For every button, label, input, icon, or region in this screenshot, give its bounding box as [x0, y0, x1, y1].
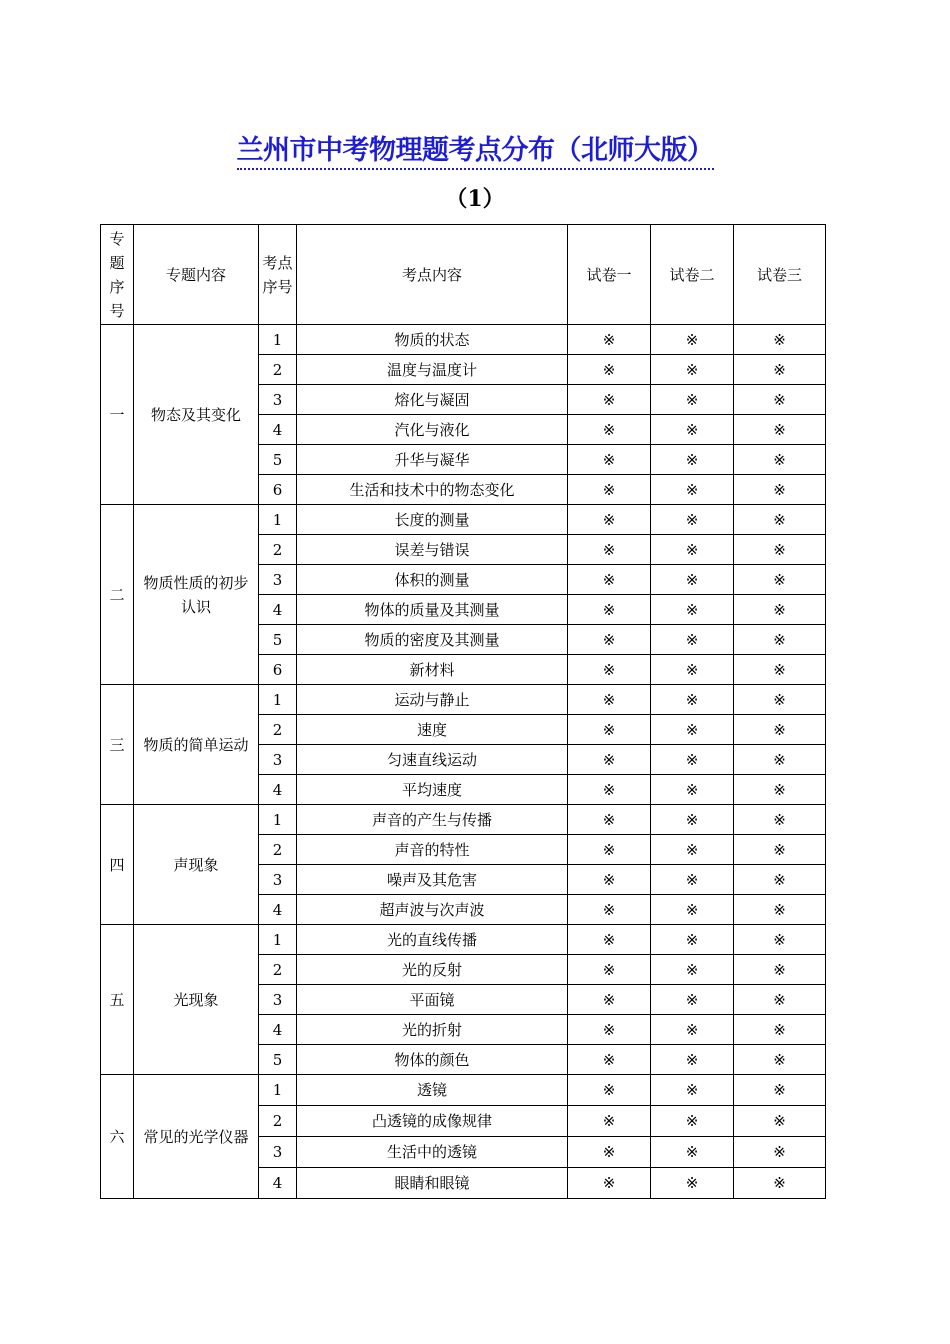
point-content-cell: 声音的特性 — [297, 835, 568, 865]
point-number-cell: 4 — [259, 415, 297, 445]
paper1-mark-cell: ※ — [568, 625, 651, 655]
paper1-mark-cell: ※ — [568, 805, 651, 835]
point-number-cell: 3 — [259, 385, 297, 415]
paper3-mark-cell: ※ — [734, 865, 826, 895]
paper1-mark-cell: ※ — [568, 505, 651, 535]
paper2-mark-cell: ※ — [651, 325, 734, 355]
point-number-cell: 3 — [259, 565, 297, 595]
table-row — [101, 685, 826, 715]
paper2-mark-cell: ※ — [651, 775, 734, 805]
paper3-mark-cell: ※ — [734, 415, 826, 445]
paper3-mark-cell: ※ — [734, 715, 826, 745]
point-content-cell: 眼睛和眼镜 — [297, 1168, 568, 1199]
paper3-mark-cell: ※ — [734, 535, 826, 565]
paper3-mark-cell: ※ — [734, 745, 826, 775]
paper1-mark-cell: ※ — [568, 1106, 651, 1137]
topic-name-cell: 物态及其变化 — [134, 325, 259, 505]
point-number-cell: 4 — [259, 895, 297, 925]
paper1-mark-cell: ※ — [568, 1045, 651, 1075]
point-number-cell: 6 — [259, 475, 297, 505]
point-content-cell: 物体的质量及其测量 — [297, 595, 568, 625]
point-number-cell: 2 — [259, 355, 297, 385]
paper1-mark-cell: ※ — [568, 445, 651, 475]
paper3-mark-cell: ※ — [734, 565, 826, 595]
point-content-cell: 平均速度 — [297, 775, 568, 805]
paper2-mark-cell: ※ — [651, 985, 734, 1015]
point-number-cell: 5 — [259, 1045, 297, 1075]
paper2-mark-cell: ※ — [651, 835, 734, 865]
point-content-cell: 物质的状态 — [297, 325, 568, 355]
document-title — [0, 128, 950, 167]
table-row — [101, 805, 826, 835]
paper3-mark-cell: ※ — [734, 505, 826, 535]
paper1-mark-cell: ※ — [568, 865, 651, 895]
paper2-mark-cell: ※ — [651, 505, 734, 535]
topic-name-cell: 声现象 — [134, 805, 259, 925]
paper1-mark-cell: ※ — [568, 745, 651, 775]
paper1-mark-cell: ※ — [568, 1137, 651, 1168]
point-content-cell: 误差与错误 — [297, 535, 568, 565]
point-number-cell: 1 — [259, 505, 297, 535]
paper3-mark-cell: ※ — [734, 1168, 826, 1199]
point-number-cell: 2 — [259, 535, 297, 565]
paper1-mark-cell: ※ — [568, 535, 651, 565]
point-number-cell: 3 — [259, 1137, 297, 1168]
paper1-mark-cell: ※ — [568, 355, 651, 385]
point-content-cell: 温度与温度计 — [297, 355, 568, 385]
paper1-mark-cell: ※ — [568, 925, 651, 955]
topic-name-cell: 光现象 — [134, 925, 259, 1075]
paper2-mark-cell: ※ — [651, 415, 734, 445]
paper2-mark-cell: ※ — [651, 565, 734, 595]
point-content-cell: 光的直线传播 — [297, 925, 568, 955]
paper2-mark-cell: ※ — [651, 1075, 734, 1106]
header-point-no: 考点序号 — [259, 225, 297, 325]
topic-number-cell: 四 — [101, 805, 134, 925]
paper2-mark-cell: ※ — [651, 595, 734, 625]
point-content-cell: 熔化与凝固 — [297, 385, 568, 415]
point-content-cell: 透镜 — [297, 1075, 568, 1106]
paper2-mark-cell: ※ — [651, 385, 734, 415]
paper3-mark-cell: ※ — [734, 1075, 826, 1106]
paper2-mark-cell: ※ — [651, 1168, 734, 1199]
paper3-mark-cell: ※ — [734, 1106, 826, 1137]
point-content-cell: 声音的产生与传播 — [297, 805, 568, 835]
point-number-cell: 4 — [259, 1015, 297, 1045]
paper1-mark-cell: ※ — [568, 835, 651, 865]
point-content-cell: 物质的密度及其测量 — [297, 625, 568, 655]
paper2-mark-cell: ※ — [651, 355, 734, 385]
point-number-cell: 1 — [259, 325, 297, 355]
paper2-mark-cell: ※ — [651, 895, 734, 925]
paper2-mark-cell: ※ — [651, 655, 734, 685]
paper3-mark-cell: ※ — [734, 805, 826, 835]
paper3-mark-cell: ※ — [734, 1137, 826, 1168]
point-number-cell: 2 — [259, 1106, 297, 1137]
paper2-mark-cell: ※ — [651, 1106, 734, 1137]
paper3-mark-cell: ※ — [734, 685, 826, 715]
paper3-mark-cell: ※ — [734, 955, 826, 985]
paper3-mark-cell: ※ — [734, 985, 826, 1015]
paper2-mark-cell: ※ — [651, 925, 734, 955]
topic-number-cell: 六 — [101, 1075, 134, 1199]
point-content-cell: 超声波与次声波 — [297, 895, 568, 925]
point-content-cell: 汽化与液化 — [297, 415, 568, 445]
table-body — [101, 325, 826, 1199]
topic-number-cell: 五 — [101, 925, 134, 1075]
point-content-cell: 凸透镜的成像规律 — [297, 1106, 568, 1137]
point-content-cell: 体积的测量 — [297, 565, 568, 595]
paper1-mark-cell: ※ — [568, 1075, 651, 1106]
point-content-cell: 升华与凝华 — [297, 445, 568, 475]
topic-number-cell: 一 — [101, 325, 134, 505]
paper1-mark-cell: ※ — [568, 895, 651, 925]
paper2-mark-cell: ※ — [651, 625, 734, 655]
point-number-cell: 3 — [259, 745, 297, 775]
paper1-mark-cell: ※ — [568, 655, 651, 685]
table-row — [101, 325, 826, 355]
point-content-cell: 长度的测量 — [297, 505, 568, 535]
topic-number-cell: 三 — [101, 685, 134, 805]
paper1-mark-cell: ※ — [568, 685, 651, 715]
table-header-row — [101, 225, 826, 325]
paper3-mark-cell: ※ — [734, 1015, 826, 1045]
table-row — [101, 505, 826, 535]
header-paper1: 试卷一 — [568, 225, 651, 325]
paper2-mark-cell: ※ — [651, 1137, 734, 1168]
topic-name-cell: 物质的简单运动 — [134, 685, 259, 805]
paper1-mark-cell: ※ — [568, 325, 651, 355]
paper3-mark-cell: ※ — [734, 895, 826, 925]
paper3-mark-cell: ※ — [734, 475, 826, 505]
table-row — [101, 925, 826, 955]
point-number-cell: 2 — [259, 955, 297, 985]
paper1-mark-cell: ※ — [568, 715, 651, 745]
paper3-mark-cell: ※ — [734, 625, 826, 655]
paper2-mark-cell: ※ — [651, 865, 734, 895]
paper1-mark-cell: ※ — [568, 415, 651, 445]
paper1-mark-cell: ※ — [568, 475, 651, 505]
header-paper3: 试卷三 — [734, 225, 826, 325]
paper3-mark-cell: ※ — [734, 925, 826, 955]
point-number-cell: 2 — [259, 715, 297, 745]
point-number-cell: 1 — [259, 1075, 297, 1106]
paper3-mark-cell: ※ — [734, 355, 826, 385]
point-content-cell: 运动与静止 — [297, 685, 568, 715]
point-number-cell: 4 — [259, 595, 297, 625]
paper2-mark-cell: ※ — [651, 685, 734, 715]
document-subtitle: （1） — [445, 186, 505, 212]
paper3-mark-cell: ※ — [734, 385, 826, 415]
point-content-cell: 噪声及其危害 — [297, 865, 568, 895]
paper2-mark-cell: ※ — [651, 535, 734, 565]
paper2-mark-cell: ※ — [651, 445, 734, 475]
point-content-cell: 新材料 — [297, 655, 568, 685]
point-content-cell: 生活中的透镜 — [297, 1137, 568, 1168]
point-number-cell: 6 — [259, 655, 297, 685]
paper3-mark-cell: ※ — [734, 775, 826, 805]
paper2-mark-cell: ※ — [651, 475, 734, 505]
paper1-mark-cell: ※ — [568, 775, 651, 805]
point-content-cell: 匀速直线运动 — [297, 745, 568, 775]
header-topic-no: 专题序号 — [101, 225, 134, 325]
paper1-mark-cell: ※ — [568, 955, 651, 985]
document-title-text: 兰州市中考物理题考点分布（北师大版） — [237, 135, 714, 170]
point-content-cell: 光的折射 — [297, 1015, 568, 1045]
header-paper2: 试卷二 — [651, 225, 734, 325]
topic-number-cell: 二 — [101, 505, 134, 685]
point-content-cell: 生活和技术中的物态变化 — [297, 475, 568, 505]
paper3-mark-cell: ※ — [734, 595, 826, 625]
point-number-cell: 3 — [259, 865, 297, 895]
paper1-mark-cell: ※ — [568, 985, 651, 1015]
paper1-mark-cell: ※ — [568, 595, 651, 625]
point-content-cell: 物体的颜色 — [297, 1045, 568, 1075]
paper3-mark-cell: ※ — [734, 445, 826, 475]
point-number-cell: 1 — [259, 685, 297, 715]
paper1-mark-cell: ※ — [568, 385, 651, 415]
paper1-mark-cell: ※ — [568, 1168, 651, 1199]
point-content-cell: 光的反射 — [297, 955, 568, 985]
point-number-cell: 1 — [259, 805, 297, 835]
point-content-cell: 平面镜 — [297, 985, 568, 1015]
paper3-mark-cell: ※ — [734, 1045, 826, 1075]
point-number-cell: 5 — [259, 445, 297, 475]
point-number-cell: 4 — [259, 1168, 297, 1199]
point-number-cell: 1 — [259, 925, 297, 955]
paper1-mark-cell: ※ — [568, 565, 651, 595]
header-point-content: 考点内容 — [297, 225, 568, 325]
point-number-cell: 3 — [259, 985, 297, 1015]
point-number-cell: 2 — [259, 835, 297, 865]
paper1-mark-cell: ※ — [568, 1015, 651, 1045]
paper2-mark-cell: ※ — [651, 745, 734, 775]
paper2-mark-cell: ※ — [651, 955, 734, 985]
topics-table — [100, 224, 826, 1199]
header-topic-content: 专题内容 — [134, 225, 259, 325]
topic-name-cell: 常见的光学仪器 — [134, 1075, 259, 1199]
point-number-cell: 4 — [259, 775, 297, 805]
point-content-cell: 速度 — [297, 715, 568, 745]
table-row — [101, 1075, 826, 1106]
point-number-cell: 5 — [259, 625, 297, 655]
paper2-mark-cell: ※ — [651, 805, 734, 835]
paper2-mark-cell: ※ — [651, 1045, 734, 1075]
paper2-mark-cell: ※ — [651, 715, 734, 745]
paper3-mark-cell: ※ — [734, 655, 826, 685]
topic-name-cell: 物质性质的初步认识 — [134, 505, 259, 685]
paper3-mark-cell: ※ — [734, 835, 826, 865]
paper2-mark-cell: ※ — [651, 1015, 734, 1045]
paper3-mark-cell: ※ — [734, 325, 826, 355]
